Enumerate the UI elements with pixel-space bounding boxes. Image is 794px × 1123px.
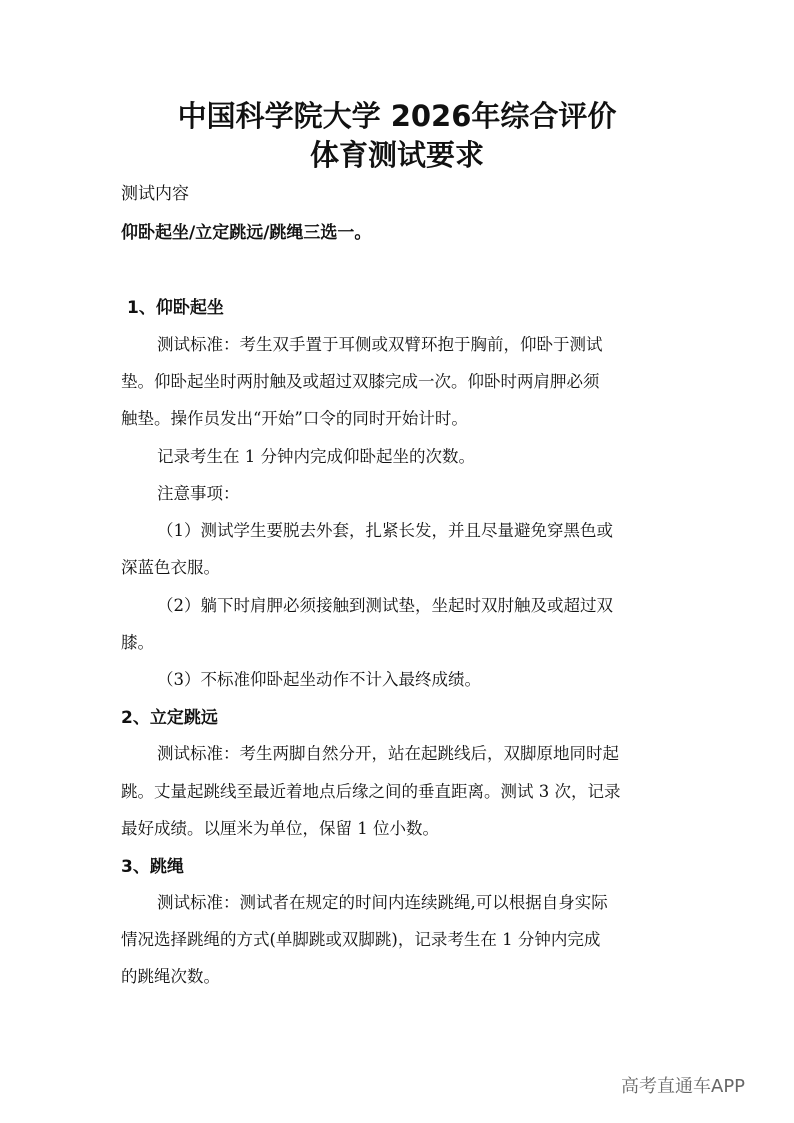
note-item: （2）躺下时肩胛必须接触到测试垫，坐起时双肘触及或超过双 [157, 596, 613, 615]
text-line: 记录考生在 1 分钟内完成仰卧起坐的次数。 [157, 447, 475, 466]
text-line: 跳。丈量起跳线至最近着地点后缘之间的垂直距离。测试 3 次，记录 [121, 782, 621, 801]
text-line: 触垫。操作员发出“开始”口令的同时开始计时。 [121, 409, 468, 428]
notes-label: 注意事项： [157, 484, 240, 503]
note-item: （1）测试学生要脱去外套，扎紧长发，并且尽量避免穿黑色或 [157, 521, 613, 540]
note-item: （3）不标准仰卧起坐动作不计入最终成绩。 [157, 670, 481, 689]
watermark: 高考直通车APP [621, 1076, 746, 1097]
text-line: 测试标准：考生两脚自然分开，站在起跳线后，双脚原地同时起 [157, 744, 619, 763]
title-line-1: 中国科学院大学 2026年综合评价 [177, 99, 617, 133]
title-line-2: 体育测试要求 [309, 138, 484, 172]
choice-line: 仰卧起坐/立定跳远/跳绳三选一。 [121, 223, 372, 243]
text-line: 最好成绩。以厘米为单位，保留 1 位小数。 [121, 819, 439, 838]
content-heading: 测试内容 [121, 184, 189, 204]
section-heading-situps: 1、仰卧起坐 [127, 298, 224, 318]
text-line: 测试标准：考生双手置于耳侧或双臂环抱于胸前，仰卧于测试 [157, 335, 603, 354]
text-line: 测试标准：测试者在规定的时间内连续跳绳,可以根据自身实际 [157, 893, 608, 912]
text-line: 垫。仰卧起坐时两肘触及或超过双膝完成一次。仰卧时两肩胛必须 [121, 372, 600, 391]
text-line: 的跳绳次数。 [121, 967, 220, 986]
note-item: 膝。 [121, 633, 154, 652]
text-line: 情况选择跳绳的方式(单脚跳或双脚跳)，记录考生在 1 分钟内完成 [121, 930, 601, 949]
note-item: 深蓝色衣服。 [121, 558, 220, 577]
section-heading-rope-skipping: 3、跳绳 [121, 857, 184, 877]
section-heading-standing-jump: 2、立定跳远 [121, 708, 218, 728]
